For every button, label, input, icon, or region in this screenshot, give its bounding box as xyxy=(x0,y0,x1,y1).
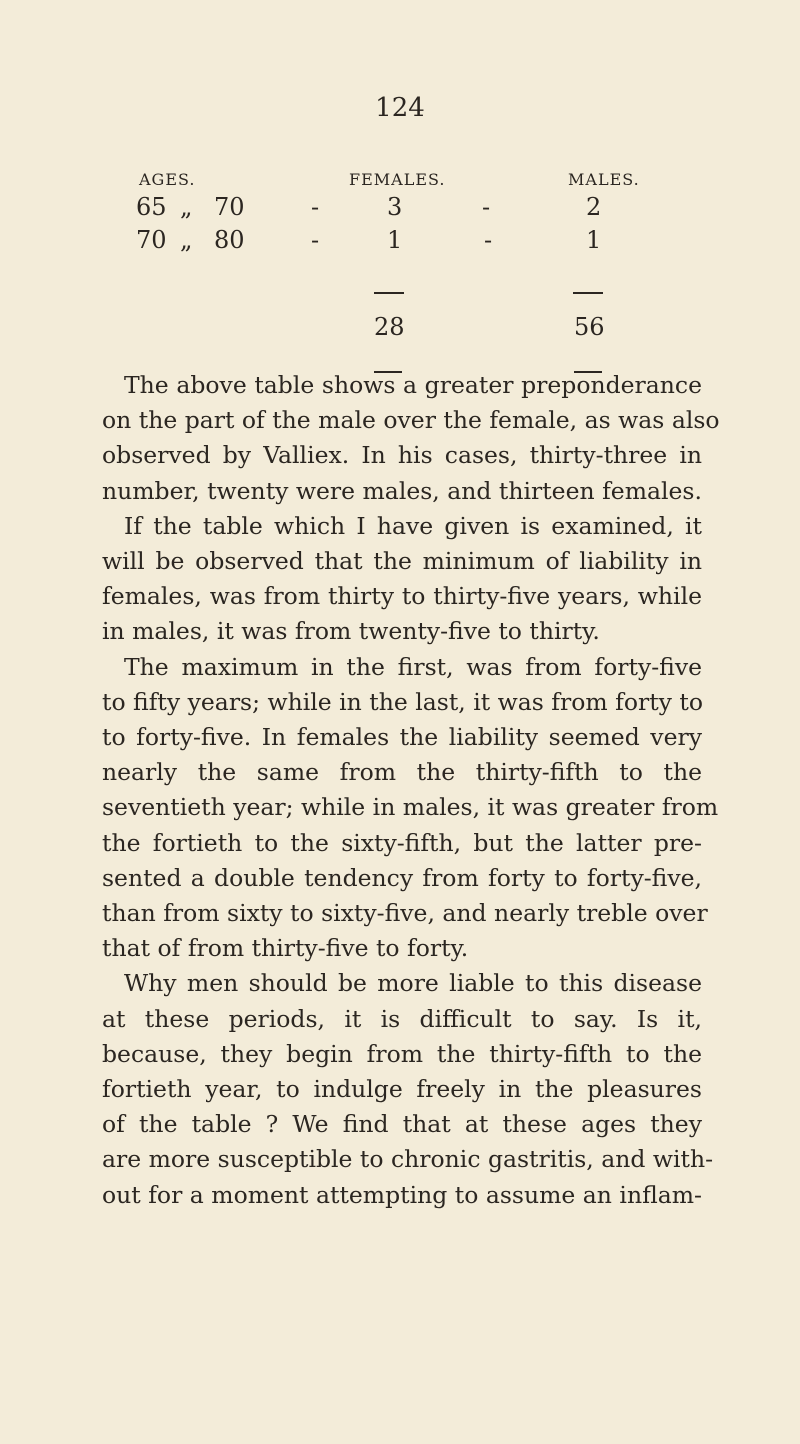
header-ages: AGES. xyxy=(139,170,196,189)
age-from: 65 xyxy=(136,193,167,221)
paragraph xyxy=(102,509,702,650)
text-line: in males, it was from twenty-five to thirty. xyxy=(102,617,600,646)
text-line: observed by Valliex. In his cases, thirty-three in xyxy=(102,441,702,470)
paragraph xyxy=(102,368,720,509)
text-line: fortieth year, to indulge freely in the pleasures xyxy=(102,1075,702,1104)
text-line: sented a double tendency from forty to forty-five, xyxy=(102,863,702,892)
dash: - xyxy=(311,226,320,254)
dash: - xyxy=(484,226,493,254)
ditto-mark: „ xyxy=(180,193,193,221)
text-line: seventieth year; while in males, it was greater from xyxy=(102,793,719,822)
page-number: 124 xyxy=(375,93,425,123)
text-line: to forty-five. In females the liability seemed very xyxy=(102,723,702,752)
paragraph xyxy=(102,966,714,1212)
text-line: nearly the same from the thirty-fifth to the xyxy=(102,758,702,787)
text-line: The above table shows a greater preponderance xyxy=(124,371,702,399)
age-from: 70 xyxy=(136,226,167,254)
header-males: MALES. xyxy=(568,170,640,189)
text-line: at these periods, it is difficult to say. Is it, xyxy=(102,1004,702,1033)
text-line: If the table which I have given is examined, it xyxy=(124,511,702,540)
dash: - xyxy=(482,193,491,221)
total-females: 28 xyxy=(374,313,405,341)
age-to: 80 xyxy=(214,226,245,254)
text-line: are more susceptible to chronic gastritis, and with- xyxy=(102,1145,714,1174)
males-count: 1 xyxy=(586,226,602,254)
text-line: of the table ? We find that at these ages they xyxy=(102,1110,702,1139)
sum-rule xyxy=(573,292,603,294)
header-females: FEMALES. xyxy=(349,170,446,189)
males-count: 2 xyxy=(586,193,602,221)
text-line: Why men should be more liable to this disease xyxy=(124,969,702,998)
ditto-mark: „ xyxy=(180,226,193,254)
sum-rule xyxy=(374,292,404,294)
dash: - xyxy=(311,193,320,221)
text-line: that of from thirty-five to forty. xyxy=(102,934,469,963)
text-line: because, they begin from the thirty-fifth to the xyxy=(102,1039,702,1068)
text-line: than from sixty to sixty-five, and nearly treble over xyxy=(102,899,708,928)
statistics-table xyxy=(0,0,800,380)
body-text xyxy=(102,368,720,1213)
text-line: The maximum in the first, was from forty-five xyxy=(124,652,702,681)
females-count: 3 xyxy=(387,193,403,221)
text-line: to fifty years; while in the last, it was from forty to xyxy=(102,687,703,716)
text-line: the fortieth to the sixty-fifth, but the latter pre- xyxy=(102,828,702,857)
text-line: will be observed that the minimum of liability in xyxy=(102,547,702,576)
text-line: number, twenty were males, and thirteen females. xyxy=(102,476,702,505)
text-line: females, was from thirty to thirty-five years, while xyxy=(102,582,702,611)
paragraph xyxy=(102,650,719,967)
text-line: on the part of the male over the female, as was also xyxy=(102,406,720,435)
females-count: 1 xyxy=(387,226,403,254)
text-line: out for a moment attempting to assume an inflam- xyxy=(102,1180,702,1209)
total-males: 56 xyxy=(574,313,605,341)
age-to: 70 xyxy=(214,193,245,221)
